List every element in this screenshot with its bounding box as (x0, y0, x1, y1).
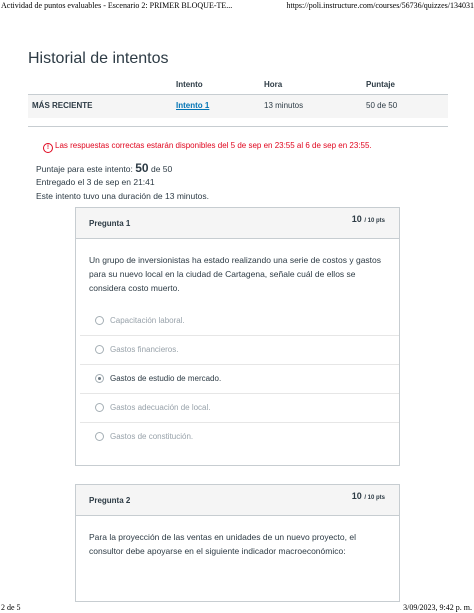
answer-option-selected[interactable] (80, 364, 399, 393)
answer-option[interactable] (80, 422, 399, 451)
score-value: 50 (135, 161, 149, 175)
answer-option[interactable] (80, 335, 399, 364)
row-score: 50 de 50 (362, 95, 448, 119)
radio-button-selected[interactable] (95, 374, 104, 383)
question-points (352, 214, 385, 224)
print-header (0, 0, 474, 12)
answer-option[interactable] (80, 393, 399, 422)
radio-button[interactable] (95, 403, 104, 412)
question-header (76, 208, 399, 239)
question-text: Para la proyección de las ventas en unidades de un nuevo proyecto, el consultor debe apoyarse en el siguiente indicador macroeconómico: (89, 532, 356, 556)
answer-list (76, 307, 399, 451)
answer-label: Gastos de estudio de mercado. (110, 374, 222, 383)
page-number: 2 de 5 (1, 603, 21, 612)
row-time: 13 minutos (260, 95, 362, 119)
answer-label: Gastos financieros. (110, 345, 179, 354)
question-card-1 (75, 207, 400, 466)
radio-button[interactable] (95, 316, 104, 325)
points-possible: / 10 pts (364, 495, 385, 501)
score-label: Puntaje para este intento: (36, 164, 133, 174)
answer-label: Capacitación laboral. (110, 316, 185, 325)
answer-label: Gastos adecuación de local. (110, 403, 211, 412)
warning-icon: ! (43, 143, 53, 153)
attempts-table (28, 76, 448, 118)
attempt-score (36, 161, 172, 175)
page-title: Historial de intentos (28, 50, 169, 67)
print-footer (0, 601, 474, 613)
row-label: MÁS RECIENTE (28, 95, 172, 119)
table-row (28, 95, 448, 119)
print-datetime: 3/09/2023, 9:42 p. m. (403, 603, 472, 612)
document-title: Actividad de puntos evaluables - Escenario 2: PRIMER BLOQUE-TE... (1, 1, 233, 10)
column-header-time: Hora (260, 76, 362, 95)
question-title: Pregunta 2 (89, 496, 131, 505)
submitted-info: Entregado el 3 de sep en 21:41 (36, 177, 155, 187)
notice-text: Las respuestas correctas estarán disponibles del 5 de sep en 23:55 al 6 de sep en 23:55. (55, 141, 372, 150)
answer-label: Gastos de constitución. (110, 432, 194, 441)
divider (28, 126, 448, 127)
attempt-link[interactable]: Intento 1 (176, 101, 210, 110)
question-card-2 (75, 484, 400, 602)
duration-info: Este intento tuvo una duración de 13 minutos. (36, 191, 209, 201)
column-header-score: Puntaje (362, 76, 448, 95)
question-text: Un grupo de inversionistas ha estado realizando una serie de costos y gastos para su nuevo local en la ciudad de Cartagena, señale cuál de ellos se considera costo muerto. (89, 255, 382, 293)
question-title: Pregunta 1 (89, 219, 131, 228)
answers-availability-notice (43, 141, 372, 153)
page-url: https://poli.instructure.com/courses/56736/quizzes/134031 (286, 1, 474, 10)
column-header-empty (28, 76, 172, 95)
table-header-row (28, 76, 448, 95)
points-earned: 10 (351, 214, 362, 224)
score-suffix: de 50 (150, 164, 173, 174)
radio-button[interactable] (95, 432, 104, 441)
question-header (76, 485, 399, 516)
answer-option[interactable] (80, 307, 399, 335)
radio-button[interactable] (95, 345, 104, 354)
points-earned: 10 (351, 491, 362, 501)
column-header-attempt: Intento (172, 76, 260, 95)
points-possible: / 10 pts (364, 218, 385, 224)
question-points (352, 491, 385, 501)
